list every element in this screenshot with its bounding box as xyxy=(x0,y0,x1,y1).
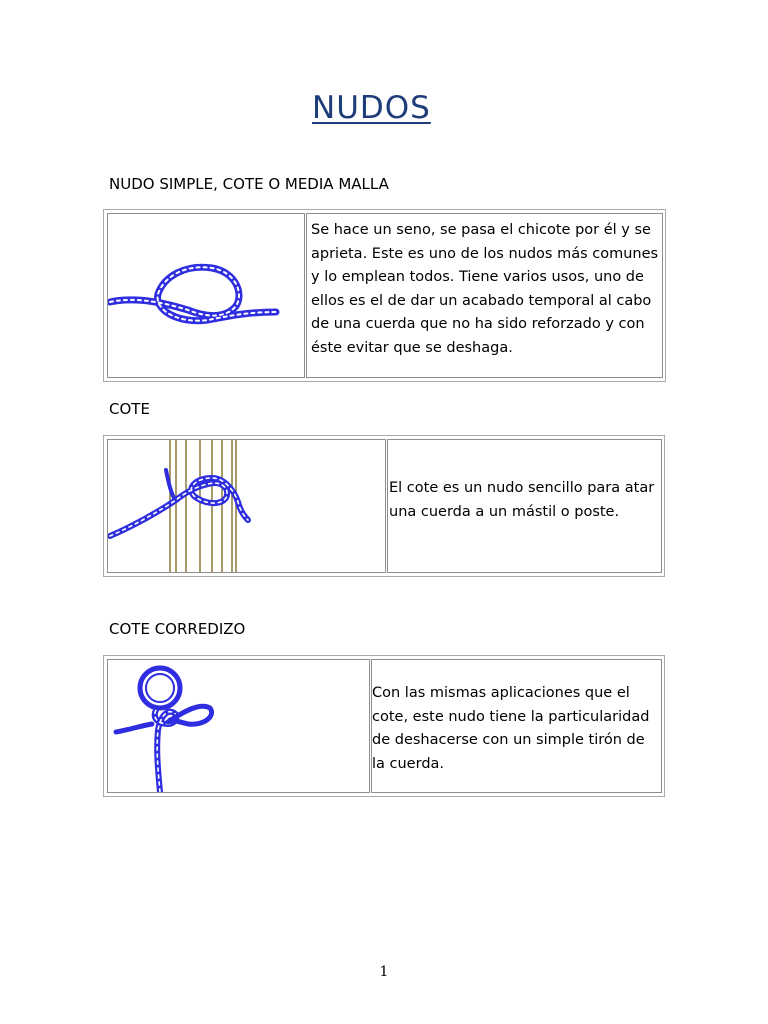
section-description: El cote es un nudo sencillo para atar una cuerda a un mástil o poste. xyxy=(389,480,655,520)
section-heading-cote-corredizo: COTE CORREDIZO xyxy=(109,620,246,638)
description-cell xyxy=(306,213,663,378)
section-description: Con las mismas aplicaciones que el cote, este nudo tiene la particularidad de deshacerse con un simple tirón de la cuerda. xyxy=(372,685,650,772)
description-cell xyxy=(387,439,662,573)
overhand-knot-illustration xyxy=(108,214,304,377)
knot-table-cote xyxy=(103,435,665,577)
image-cell xyxy=(107,659,370,793)
image-cell xyxy=(107,213,305,378)
section-heading-simple-knot: NUDO SIMPLE, COTE O MEDIA MALLA xyxy=(109,175,389,193)
page-number: 1 xyxy=(379,964,389,980)
half-hitch-illustration xyxy=(108,440,385,572)
section-heading-cote: COTE xyxy=(109,400,150,418)
knot-table-simple xyxy=(103,209,666,382)
page-title: NUDOS xyxy=(312,90,431,126)
image-cell xyxy=(107,439,386,573)
knot-table-corredizo xyxy=(103,655,665,797)
description-cell xyxy=(371,659,662,793)
section-description: Se hace un seno, se pasa el chicote por él y se aprieta. Este es uno de los nudos más comunes y lo emplean todos. Tiene varios usos, uno de ellos es el de dar un acabado temporal al cabo de una cuerda que no ha sido reforzado y con éste evitar que se deshaga. xyxy=(311,222,659,356)
slipped-hitch-illustration xyxy=(108,660,369,792)
